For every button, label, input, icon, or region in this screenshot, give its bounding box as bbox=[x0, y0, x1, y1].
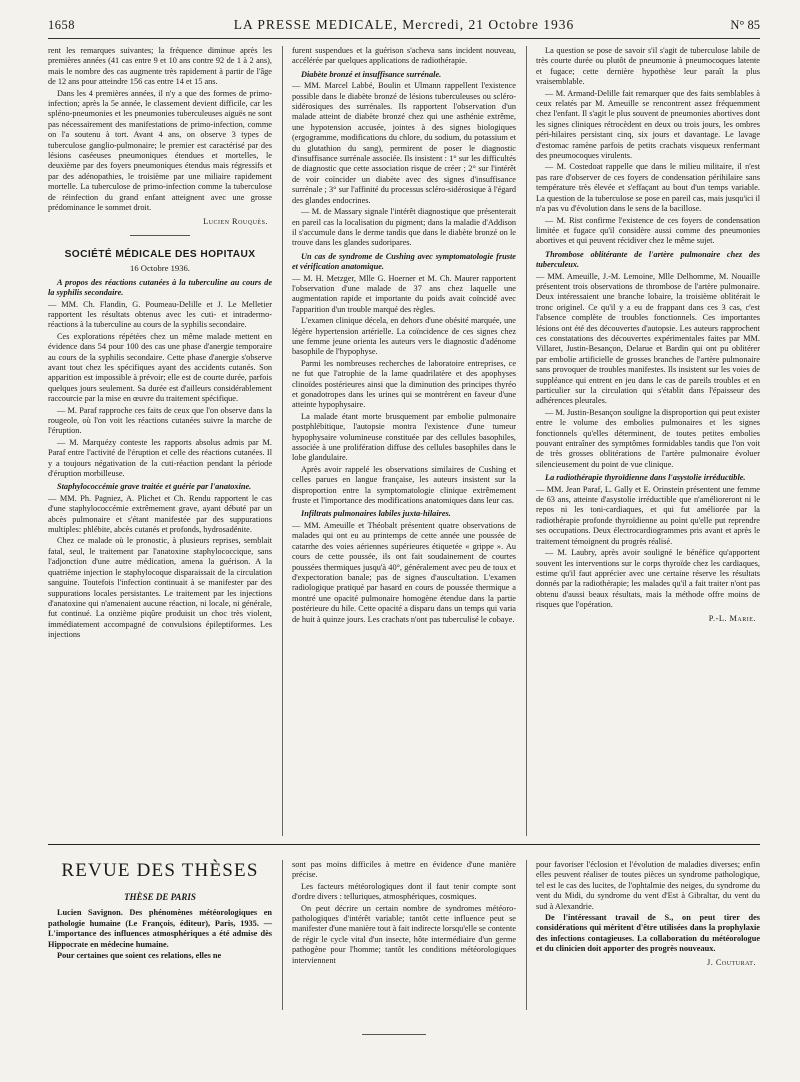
page-number: 1658 bbox=[48, 18, 75, 32]
revue-title: REVUE DES THÈSES bbox=[61, 860, 259, 881]
page-header bbox=[48, 12, 760, 39]
paragraph: — MM. Ameuille et Théobalt présentent quatre observations de malades qui ont eu au printemps de cette année une poussée de catarrhe des voies aériennes supérieures étiquetée « grippe ». Au cours de cette poussée, ils ont fait soudainement de courtes poussées thermiques jusqu'à 40°, généralement avec peu de toux et d'expectoration banale; pas de signes d'auscultation. L'examen radiologique pratiqué par hasard en cours de poussée thermique a montré une opacité pulmonaire homogène étendue dans la partie postérieure du hile. Cette opacité a disparu dans un temps qui varia de huit à quinze jours. Les crachats n'ont pas tuberculisé le cobaye. bbox=[292, 520, 516, 624]
paragraph: — M. Armand-Delille fait remarquer que des faits semblables à ceux relatés par M. Ameuille se rencontrent assez fréquemment chez l'enfant. Il s'agit le plus souvent de pneumonies abortives dont les signes cliniques rétrocèdent en deux ou trois jours, les ombres péri-hilaires persistant cinq, six jours et davantage. Le lavage d'estomac ramène parfois de petits crachats visqueux renfermant des pneumocoques virulents. bbox=[536, 88, 760, 161]
paragraph: Les facteurs météorologiques dont il faut tenir compte sont d'ordre divers : telluriques, atmosphériques, cosmiques. bbox=[292, 881, 516, 902]
paragraph: Lucien Savignon. Des phénomènes météorologiques en pathologie humaine (Le François, éditeur), Paris, 1935. — L'importance des influences atmosphériques a été admise dès Hippocrate en médecine humaine. bbox=[48, 908, 272, 949]
paragraph: sont pas moins difficiles à mettre en évidence d'une manière précise. bbox=[292, 860, 516, 880]
revue-column-3 bbox=[536, 860, 760, 976]
revue-subtitle: THÈSE DE PARIS bbox=[124, 892, 196, 902]
paragraph: De l'intéressant travail de S., on peut tirer des considérations qui méritent d'être utilisées dans la prophylaxie des infections contagieuses. La collaboration du météorologue et du clinicien doit apporter des progrès nouveaux. bbox=[536, 913, 760, 954]
paragraph: — M. Paraf rapproche ces faits de ceux que l'on observe dans la rougeole, où l'on voit les réactions cutanées suivre la marche de l'éruption. bbox=[48, 405, 272, 436]
article-heading: Diabète bronzé et insuffisance surrénale. bbox=[301, 69, 442, 79]
paragraph: Après avoir rappelé les observations similaires de Cushing et celles parues en langue française, les auteurs insistent sur la disproportion entre la symptomatologie clinique extrêmement fruste et l'importance des modifications anatomiques dans leur cas. bbox=[292, 464, 516, 506]
paragraph: — M. Marquézy conteste les rapports absolus admis par M. Paraf entre l'activité de l'éruption et celle des réactions cutanées. Il y a toujours négativation de la cuti-réaction pendant la période d'éruption morbilleuse. bbox=[48, 437, 272, 479]
paragraph: — MM. Marcel Labbé, Boulin et Ulmann rappellent l'existence possible dans le diabète bronzé de lésions tuberculeuses ou scléro-sidérosiques des surrénales. Ils rapportent l'observation d'un malade atteint de diabète bronzé chez qui une asthénie extrême, une hypotension accusée, jointes à des signes biologiques (ergogramme, modifications du chlore, du sodium, du potassium et du glutathion du sang), permirent de poser le diagnostic d'insuffisance surrénale associée. Ils insistent : 1° sur les difficultés de diagnostic que cette association risque de créer ; 2° sur l'intérêt de voir coïncider un diabète avec des signes d'insuffisance surrénale ; 3° sur l'affinité du processus scléro-sidérosique à l'égard des glandes endocrines. bbox=[292, 81, 516, 205]
column-divider bbox=[526, 46, 527, 836]
column-2 bbox=[292, 46, 516, 836]
article-heading: La radiothérapie thyroïdienne dans l'asystolie irréductible. bbox=[545, 473, 746, 483]
separator bbox=[130, 235, 190, 236]
column-3 bbox=[536, 46, 760, 836]
paragraph: Ces explorations répétées chez un même malade mettent en évidence dans 54 pour 100 des cas une phase d'anergie temporaire au cours de la syphilis secondaire. Cette phase d'anergie s'observe avant tout chez les spécifiques ayant des accidents cutanés. Son apparition est impossible à prévoir; elle est de courte durée, parfois quelques jours seulement. Sa durée est d'ailleurs considérablement raccourcie par la mise en œuvre du traitement spécifique. bbox=[48, 331, 272, 404]
section-heading: SOCIÉTÉ MÉDICALE DES HOPITAUX bbox=[64, 248, 256, 260]
paragraph: L'examen clinique décela, en dehors d'une obésité marquée, une légère hypertension artérielle. La coïncidence de ces signes chez une femme jeune orienta les auteurs vers le diagnostic d'adénome basophile de l'hypophyse. bbox=[292, 316, 516, 357]
article-columns bbox=[48, 46, 760, 836]
paragraph: Chez ce malade où le pronostic, à plusieurs reprises, semblait fatal, seul, le traitement par l'anatoxine staphylococcique, sans l'adjonction d'une autre médication, amena la guérison. A la quatrième injection le staphylocoque disparaissait de la circulation sanguine. Toutefois l'infection continuait à se manifester par des suppurations locales persistantes. Le traitement par les injections d'anatoxine qui n'amenaient aucune réaction, ni locale, ni générale, fut continué. La onzième piqûre produisit un choc très violent, immédiatement accompagné de convulsions épileptiformes. Les injections bbox=[48, 536, 272, 640]
author-signature: J. Couturat. bbox=[707, 957, 756, 967]
section-divider bbox=[48, 844, 760, 845]
paragraph: — MM. Ph. Pagniez, A. Plichet et Ch. Rendu rapportent le cas d'une staphylococcémie extrêmement grave, ayant débuté par un abcès pulmonaire et s'étant manifestée par des suppurations multiples: phlébite, abcès cutanés et profonds, hydrosadénite. bbox=[48, 493, 272, 535]
paragraph: — M. H. Metzger, Mlle G. Hoerner et M. Ch. Maurer rapportent l'observation d'une malade de 37 ans chez laquelle une augmentation rapide et importante du poids avait coïncidé avec l'apparition d'un trouble marqué des règles. bbox=[292, 273, 516, 314]
column-1 bbox=[48, 46, 272, 836]
column-divider bbox=[526, 860, 527, 1010]
article-heading: Staphylococcémie grave traitée et guérie par l'anatoxine. bbox=[57, 482, 252, 492]
article-heading: Thrombose oblitérante de l'artère pulmonaire chez des tuberculeux. bbox=[536, 249, 760, 270]
issue-number: N° 85 bbox=[730, 18, 760, 32]
article-heading: Un cas de syndrome de Cushing avec symptomatologie fruste et vérification anatomique. bbox=[292, 251, 516, 272]
paragraph: — M. Laubry, après avoir souligné le bénéfice qu'apportent souvent les interventions sur le corps thyroïde chez les cardiaques, estime qu'il faut apprécier avec une certaine réserve les résultats donnés par la radiothérapie; les malades qu'il a fait traiter n'ont pas obtenu d'aussi beaux résultats, mais la méthode offre moins de risques que l'opération. bbox=[536, 548, 760, 610]
column-divider bbox=[282, 46, 283, 836]
end-rule bbox=[362, 1034, 426, 1035]
paragraph: Dans les 4 premières années, il n'y a que des formes de primo-infection; après la 5e année, le classement devient difficile, car les spléno-pneumonies et les pneumonies tuberculeuses aiguës ne sont pas nécessairement des manifestations de primo-infection, comme on l'a soutenu à tort. Avant 4 ans, on observe 3 types de tuberculose ganglio-pulmonaire; le premier est caractérisé par des lésions caséeuses pneumoniques étendues et mortelles, le deuxième par des foyers pneumoniques étendus mais régressifs et par des adénopathies, le troisième par une miliaire rapidement mortelle. La tuberculose de primo-infection comme la tuberculose de réinfection du grand enfant atteignent avec une grosse prédominance le sommet droit. bbox=[48, 88, 272, 213]
paragraph: furent suspendues et la guérison s'acheva sans incident nouveau, accélérée par quelques applications de radiothérapie. bbox=[292, 46, 516, 66]
paragraph: Pour certaines que soient ces relations, elles ne bbox=[57, 951, 222, 961]
paragraph: — MM. Ch. Flandin, G. Poumeau-Delille et J. Le Melletier rapportent les résultats obtenus avec les cuti- et intradermo-réactions à la tuberculine au cours de la syphilis secondaire. bbox=[48, 299, 272, 330]
paragraph: pour favoriser l'éclosion et l'évolution de maladies diverses; enfin elles peuvent réaliser de toutes pièces un syndrome pathologique, tel est le cas des lucites, de l'ophtalmie des neiges, du syndrome du vent du Midi, du syndrome du vent d'Est à Gibraltar, du vent du sud à Alexandrie. bbox=[536, 860, 760, 911]
paragraph: Parmi les nombreuses recherches de laboratoire entreprises, ce ne fut que l'atrophie de la lame quadrilatère et des apophyses clinoïdes postérieures ainsi que la diminution des principes thyréo et gonadotropes dans les urines qui se montrèrent en faveur d'une atteinte hypophysaire. bbox=[292, 358, 516, 410]
paragraph: — M. Costedoat rappelle que dans le milieu militaire, il n'est pas rare d'observer de ces foyers de condensation périhilaire sans température très élevée et s'effaçant au bout d'un temps variable. La question de la tuberculose se pose en pareil cas, mais jusqu'ici il n'a pas vu d'évolution dans le sens de la bacillose. bbox=[536, 162, 760, 214]
revue-des-theses bbox=[48, 860, 760, 1060]
column-divider bbox=[282, 860, 283, 1010]
article-heading: A propos des réactions cutanées à la tuberculine au cours de la syphilis secondaire. bbox=[48, 277, 272, 298]
author-signature: P.-L. Marie. bbox=[708, 613, 756, 623]
paragraph: — M. de Massary signale l'intérêt diagnostique que présenterait en pareil cas la localisation du pigment; dans la maladie d'Addison il s'accumule dans le derme tandis que dans le diabète bronzé on le trouve dans les glandes sudoripares. bbox=[292, 207, 516, 248]
revue-column-1 bbox=[48, 860, 272, 962]
revue-column-2 bbox=[292, 860, 516, 967]
paragraph: rent les remarques suivantes; la fréquence diminue après les premières années (41 cas entre 9 et 10 ans contre 92 de 1 à 2 ans), mais le nombre des cas augmente très rapidement à partir de l'âge de 12 ans pour atteindre 156 cas entre 14 et 15 ans. bbox=[48, 46, 272, 87]
journal-title: LA PRESSE MEDICALE, Mercredi, 21 Octobre 1936 bbox=[233, 17, 575, 32]
paragraph: — MM. Ameuille, J.-M. Lemoine, Mlle Delhomme, M. Nouaille présentent trois observations de thrombose de l'artère pulmonaire. Deux intéressaient une branche lobaire, la troisième oblitérait le tronc originel. Ce qu'il y a eu de frappant dans ces 3 cas, c'est l'absence complète de troubles fonctionnels. Ces importantes lésions ont été des découvertes d'autopsie. Les auteurs rapprochent ces constatations des découvertes expérimentales faites par MM. Villaret, Justin-Besançon, Delarue et Bardin qui ont pu oblitérer par embolie artificielle de grosses branches de l'artère pulmonaire sans provoquer de troubles manifestes. Ils insistent sur les voies de suppléance qui entrent en jeu dans le cas de pareils troubles et en particulier sur la circulation qui s'établit dans l'épaisseur des adhérences pleurales. bbox=[536, 271, 760, 406]
newspaper-page bbox=[48, 12, 760, 1072]
paragraph: On peut décrire un certain nombre de syndromes météoro-pathologiques d'intérêt variable; tantôt cette influence peut se manifester d'une manière tout à fait indirecte lorsqu'elle se contente de régir le cycle vital d'un insecte, hôte intermédiaire d'un germe pathogène pour l'homme; tantôt les conditions météorologiques interviennent bbox=[292, 903, 516, 965]
author-signature: Lucien Rouquès. bbox=[203, 216, 268, 226]
paragraph: — MM. Jean Paraf, L. Gally et E. Orinstein présentent une femme de 63 ans, atteinte d'asystolie irréductible que n'amélioreront ni le repos ni les toni-cardiaques, et qui fut améliorée par la radiothérapie profonde thyroïdienne au point qu'elle put reprendre ses occupations. Deux électrocardiogrammes pris avant et après le traitement témoignent du progrès réalisé. bbox=[536, 484, 760, 546]
paragraph: — M. Rist confirme l'existence de ces foyers de condensation limitée et fugace qu'il considère aussi comme des pneumonies abortives et qui peuvent récidiver chez le même sujet. bbox=[536, 215, 760, 246]
paragraph: La malade étant morte brusquement par embolie pulmonaire postphlébitique, l'autopsie montra l'existence d'une tumeur hypophysaire volumineuse constituée par des cellules basophiles, associée à une prolifération diffuse des cellules basophiles dans le lobe glandulaire. bbox=[292, 411, 516, 463]
section-date: 16 Octobre 1936. bbox=[130, 263, 190, 274]
article-heading: Infiltrats pulmonaires labiles juxta-hilaires. bbox=[301, 509, 451, 519]
paragraph: — M. Justin-Besançon souligne la disproportion qui peut exister entre le volume des embolies pulmonaires et les signes fonctionnels qu'elles déterminent, de toutes petites embolies pouvant entraîner des symptômes formidables tandis que l'on voit de très grosses oblitérations de l'artère pulmonaire évoluer silencieusement du point de vue clinique. bbox=[536, 407, 760, 469]
paragraph: La question se pose de savoir s'il s'agit de tuberculose labile de très courte durée ou plutôt de pneumonie à pneumocoques latente et fugace; cette dernière hypothèse leur paraît la plus vraisemblable. bbox=[536, 46, 760, 87]
